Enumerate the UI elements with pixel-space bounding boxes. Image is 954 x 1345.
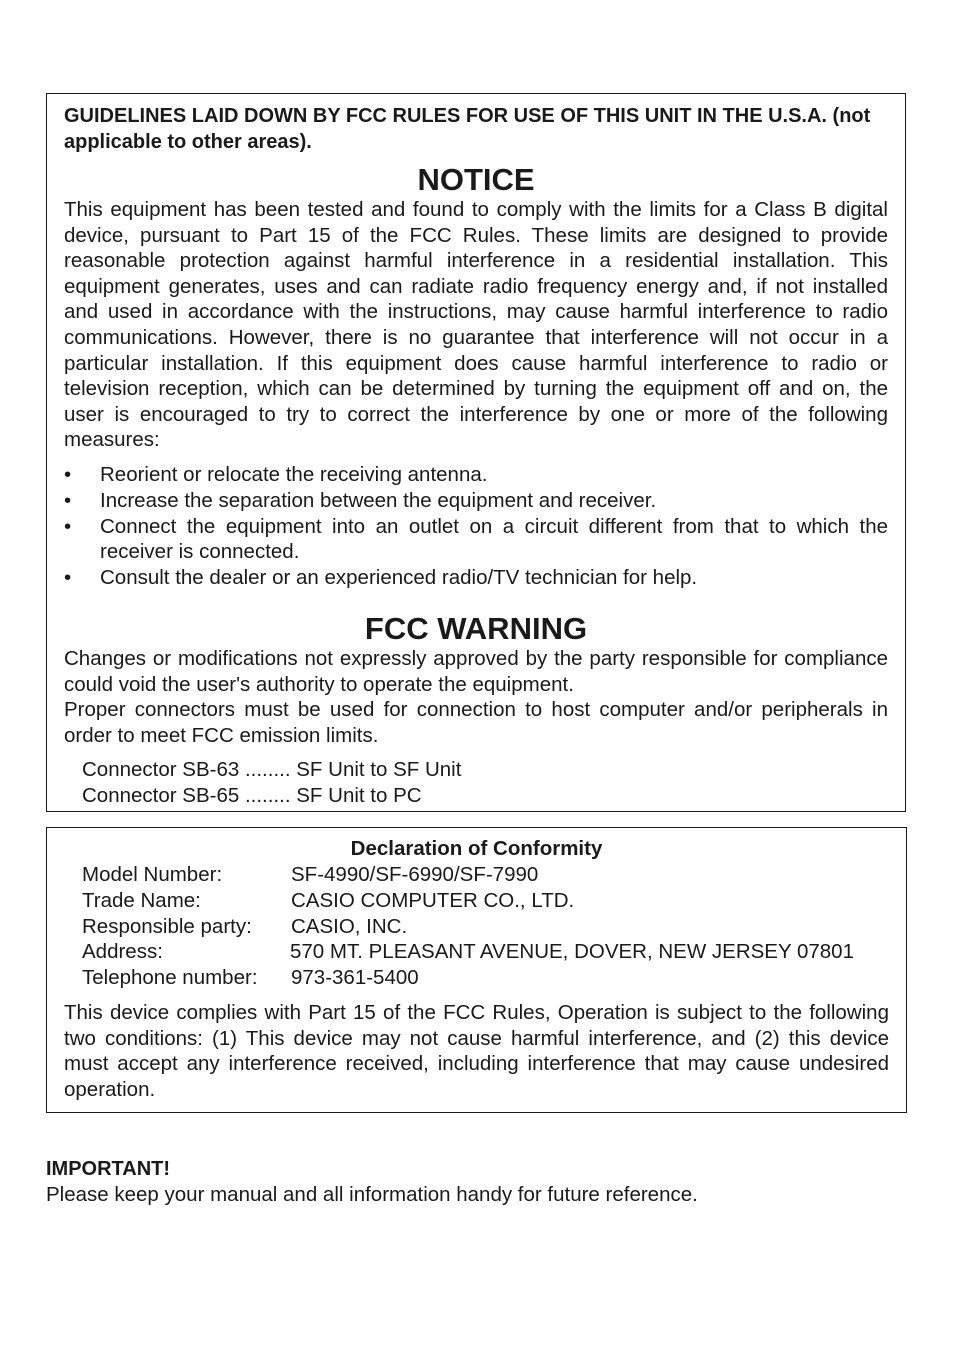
measure-text: Connect the equipment into an outlet on a circuit different from that to which the receiver is connected. xyxy=(100,514,888,564)
address-row xyxy=(82,939,889,965)
measures-list xyxy=(64,462,888,591)
address-label: Address: xyxy=(82,940,163,964)
phone-label: Telephone number: xyxy=(82,966,258,990)
list-item xyxy=(64,462,888,488)
warning-body-changes: Changes or modifications not expressly approved by the party responsible for compliance could void the user's authority to operate the equipment. xyxy=(64,646,888,696)
bullet-icon: • xyxy=(64,514,72,538)
measure-text: Increase the separation between the equipment and receiver. xyxy=(100,488,657,512)
connector-leader: ........ xyxy=(244,758,291,782)
trade-label: Trade Name: xyxy=(82,888,201,912)
party-value: CASIO, INC. xyxy=(291,914,408,938)
bullet-icon: • xyxy=(64,462,72,486)
compliance-text: This device complies with Part 15 of the FCC Rules, Operation is subject to the following two conditions: (1) This device may not cause harmful interference, and (2) this device must accept any interference received, including interference that may cause undesired operation. xyxy=(64,1000,889,1101)
connector-list xyxy=(64,757,888,809)
connector-row xyxy=(82,757,888,783)
party-label: Responsible party: xyxy=(82,914,252,938)
measure-text: Reorient or relocate the receiving antenna. xyxy=(100,462,488,486)
declaration-details xyxy=(82,862,889,991)
party-row xyxy=(82,914,889,940)
fcc-notice-box xyxy=(46,93,906,812)
fcc-warning-heading: FCC WARNING xyxy=(364,610,588,646)
important-text: Please keep your manual and all information handy for future reference. xyxy=(46,1183,698,1206)
connector-leader: ........ xyxy=(244,784,291,808)
declaration-title: Declaration of Conformity xyxy=(350,837,603,860)
warning-body-connectors: Proper connectors must be used for connection to host computer and/or peripherals in order to meet FCC emission limits. xyxy=(64,698,888,747)
trade-value: CASIO COMPUTER CO., LTD. xyxy=(291,888,575,912)
connector-name: Connector SB-63 xyxy=(82,758,240,782)
model-label: Model Number: xyxy=(82,863,223,886)
declaration-box xyxy=(46,827,907,1113)
address-value: 570 MT. PLEASANT AVENUE, DOVER, NEW JERSEY 07801 xyxy=(290,940,854,964)
list-item xyxy=(64,514,888,566)
connector-use: SF Unit to PC xyxy=(296,784,422,808)
bullet-icon: • xyxy=(64,488,72,512)
trade-row xyxy=(82,888,889,914)
notice-body: This equipment has been tested and found to comply with the limits for a Class B digital device, pursuant to Part 15 of the FCC Rules. These limits are designed to provide reasonable protection against harmful interference in a residential installation. This equipment generates, uses and can radiate radio frequency energy and, if not installed and used in accordance with the instructions, may cause harmful interference to radio communications. However, there is no guarantee that interference will not occur in a particular installation. If this equipment does cause harmful interference to radio or television reception, which can be determined by turning the equipment off and on, the user is encouraged to try to correct the interference by one or more of the following measures: xyxy=(64,198,888,452)
notice-heading: NOTICE xyxy=(417,162,535,197)
phone-row xyxy=(82,965,889,991)
bullet-icon: • xyxy=(64,566,72,590)
model-value: SF-4990/SF-6990/SF-7990 xyxy=(291,863,539,886)
fcc-guidelines-header: GUIDELINES LAID DOWN BY FCC RULES FOR USE OF THIS UNIT IN THE U.S.A. (not applicable to other areas). xyxy=(64,105,871,153)
measure-text: Consult the dealer or an experienced radio/TV technician for help. xyxy=(100,566,698,590)
phone-value: 973-361-5400 xyxy=(291,966,419,990)
model-row xyxy=(82,862,889,888)
important-section xyxy=(46,1156,906,1208)
connector-name: Connector SB-65 xyxy=(82,784,240,808)
list-item xyxy=(64,565,888,591)
list-item xyxy=(64,488,888,514)
connector-row xyxy=(82,783,888,809)
connector-use: SF Unit to SF Unit xyxy=(296,758,462,782)
important-title: IMPORTANT! xyxy=(46,1158,171,1180)
